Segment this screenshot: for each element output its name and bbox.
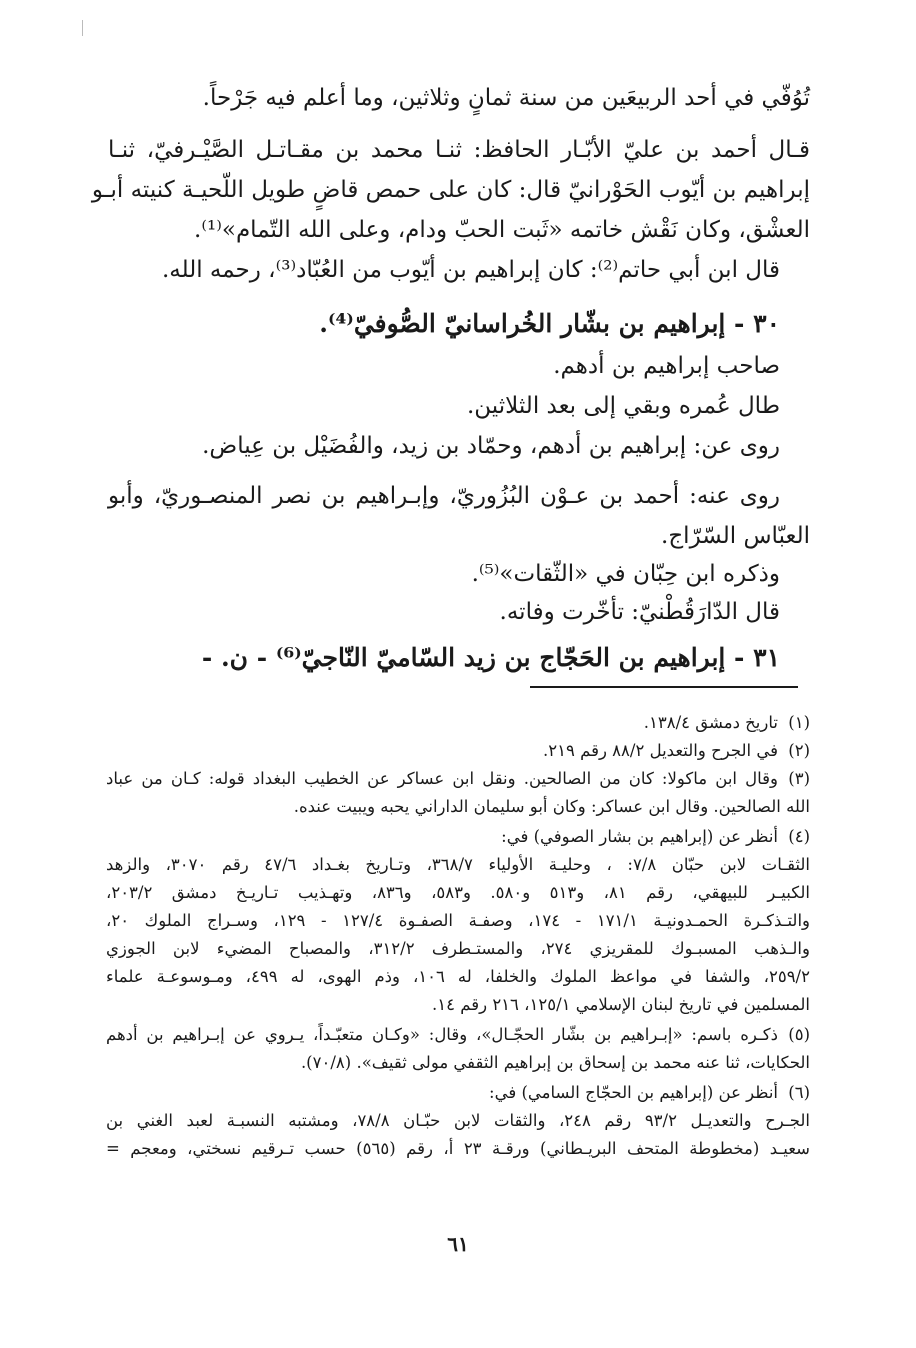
footnote-text: الله الصالحين. وقال ابن عساكر: وكان أبو سليمان الداراني يحبه ويبيت عنده. [293, 797, 810, 816]
page-number: ٦١ [447, 1232, 469, 1256]
footnote-number: (٣) [788, 769, 810, 788]
body-line: وذكره ابن حِبّان في «الثّقات»⁽⁵⁾. [471, 561, 780, 587]
body-line: طال عُمره وبقي إلى بعد الثلاثين. [466, 393, 780, 419]
body-line: صاحب إبراهيم بن أدهم. [553, 353, 780, 379]
footnote-text: ٢٥٩/٢، والشفا في مواعظ الملوك والخلفا، له ١٠٦، وذم الهوى، له ٤٩٩، ومـوسوعـة علماء [106, 967, 810, 986]
footnote-text: أنظر عن (إبراهيم بن الحجّاج السامي) في: [489, 1083, 778, 1102]
body-line: العبّاس السّرّاج. [661, 523, 810, 549]
footnote-number: (٤) [788, 827, 810, 846]
footnote-number: (٢) [788, 741, 810, 760]
footnote-number: (٥) [788, 1025, 810, 1044]
entry-heading-31: ٣١ - إبراهيم بن الحَجّاج بن زيد السّاميّ النّاجيّ⁽⁶⁾ - ن. - [201, 643, 780, 672]
footnote-text: وقال ابن ماكولا: كان من الصالحين. ونقل ابن عساكر عن الخطيب البغداد قوله: كـان من عباد [106, 769, 778, 788]
footnote-text: الجـرح والتعديـل ٩٣/٢ رقم ٢٤٨، والثقات لابن حبّـان ٧٨/٨، ومشتبه النسبـة لعبد الغني بن [106, 1111, 811, 1130]
footnote-text: الحكايات، ثنا عنه محمد بن إسحاق بن إبراهيم الثقفي مولى ثقيف». (٧٠/٨). [300, 1053, 810, 1072]
footnote-text: ذكـره باسم: «إبـراهيم بن بشّار الحجّـال»، وقال: «وكـان متعبّـداً، يـروي عن إبـراهيم بن أدهم [106, 1025, 778, 1044]
body-line: إبراهيم بن أيّوب الحَوْرانيّ قال: كان على حمص قاضٍ طويل اللّحيـة كنيته أبـو [91, 177, 810, 203]
footnote-text: الكبيـر للبيهقي، رقم ٨١، و٥١٣ و٥٨٠. و٥٨٣، و٨٣٦، وتهـذيب تـاريـخ دمشق ٢٠٣/٢، [106, 883, 810, 902]
body-line: قال ابن أبي حاتم⁽²⁾: كان إبراهيم بن أيّوب من العُبّاد⁽³⁾، رحمه الله. [161, 257, 780, 283]
footnote-text: أنظر عن (إبراهيم بن بشار الصوفي) في: [501, 827, 778, 846]
footnote-separator [530, 686, 798, 688]
footnote-text: والتـذكـرة الحمـدونيـة ١٧١/١ - ١٧٤، وصفـة الصفـوة ١٢٧/٤ - ١٢٩، وسـراج الملوك ٢٠، [106, 911, 810, 930]
body-line: تُوُفّي في أحد الربيعَين من سنة ثمانٍ وثلاثين، وما أعلم فيه جَرْحاً. [202, 85, 810, 111]
entry-heading-30: ٣٠ - إبراهيم بن بشّار الخُراسانيّ الصُّوفيّ⁽⁴⁾. [319, 309, 780, 338]
body-line: العشْق، وكان نَقْش خاتمه «ثَبت الحبّ ودام، وعلى الله التّمام»⁽¹⁾. [194, 217, 810, 243]
body-line: قال الدّارَقُطْنيّ: تأخّرت وفاته. [499, 599, 780, 625]
footnote-number: (١) [788, 713, 810, 732]
footnote-text: المسلمين في تاريخ لبنان الإسلامي ١٢٥/١، ٢١٦ رقم ١٤. [432, 995, 810, 1014]
footnote-number: (٦) [788, 1083, 810, 1102]
body-line: روى عنه: أحمد بن عـوْن البُزُوريّ، وإبـراهيم بن نصر المنصـوريّ، وأبو [108, 483, 780, 509]
body-line: قـال أحمد بن عليّ الأبّـار الحافظ: ثنـا محمد بن مقـاتـل الصَّيْـرفيّ، ثنـا [108, 137, 810, 163]
body-line: روى عن: إبراهيم بن أدهم، وحمّاد بن زيد، والفُضَيْل بن عِياض. [202, 433, 780, 459]
scan-mark [82, 20, 83, 36]
footnote-text: في الجرح والتعديل ٨٨/٢ رقم ٢١٩. [543, 741, 778, 760]
footnote-text: سعيـد (مخطوطة المتحف البريـطاني) ورقـة ٢٣ أ، رقم (٥٦٥) حسب تـرقيم نسختي، ومعجم = [106, 1139, 811, 1158]
footnote-text: تاريخ دمشق ١٣٨/٤. [643, 713, 778, 732]
footnote-text: والـذهب المسبـوك للمقريزي ٢٧٤، والمستـطرف ٣١٢/٢، والمصباح المضيء لابن الجوزي [106, 939, 810, 958]
footnote-text: الثقـات لابن حبّان ٧/٨: ، وحليـة الأولياء ٣٦٨/٧، وتـاريخ بغـداد ٤٧/٦ رقم ٣٠٧٠، والزهد [106, 855, 811, 874]
